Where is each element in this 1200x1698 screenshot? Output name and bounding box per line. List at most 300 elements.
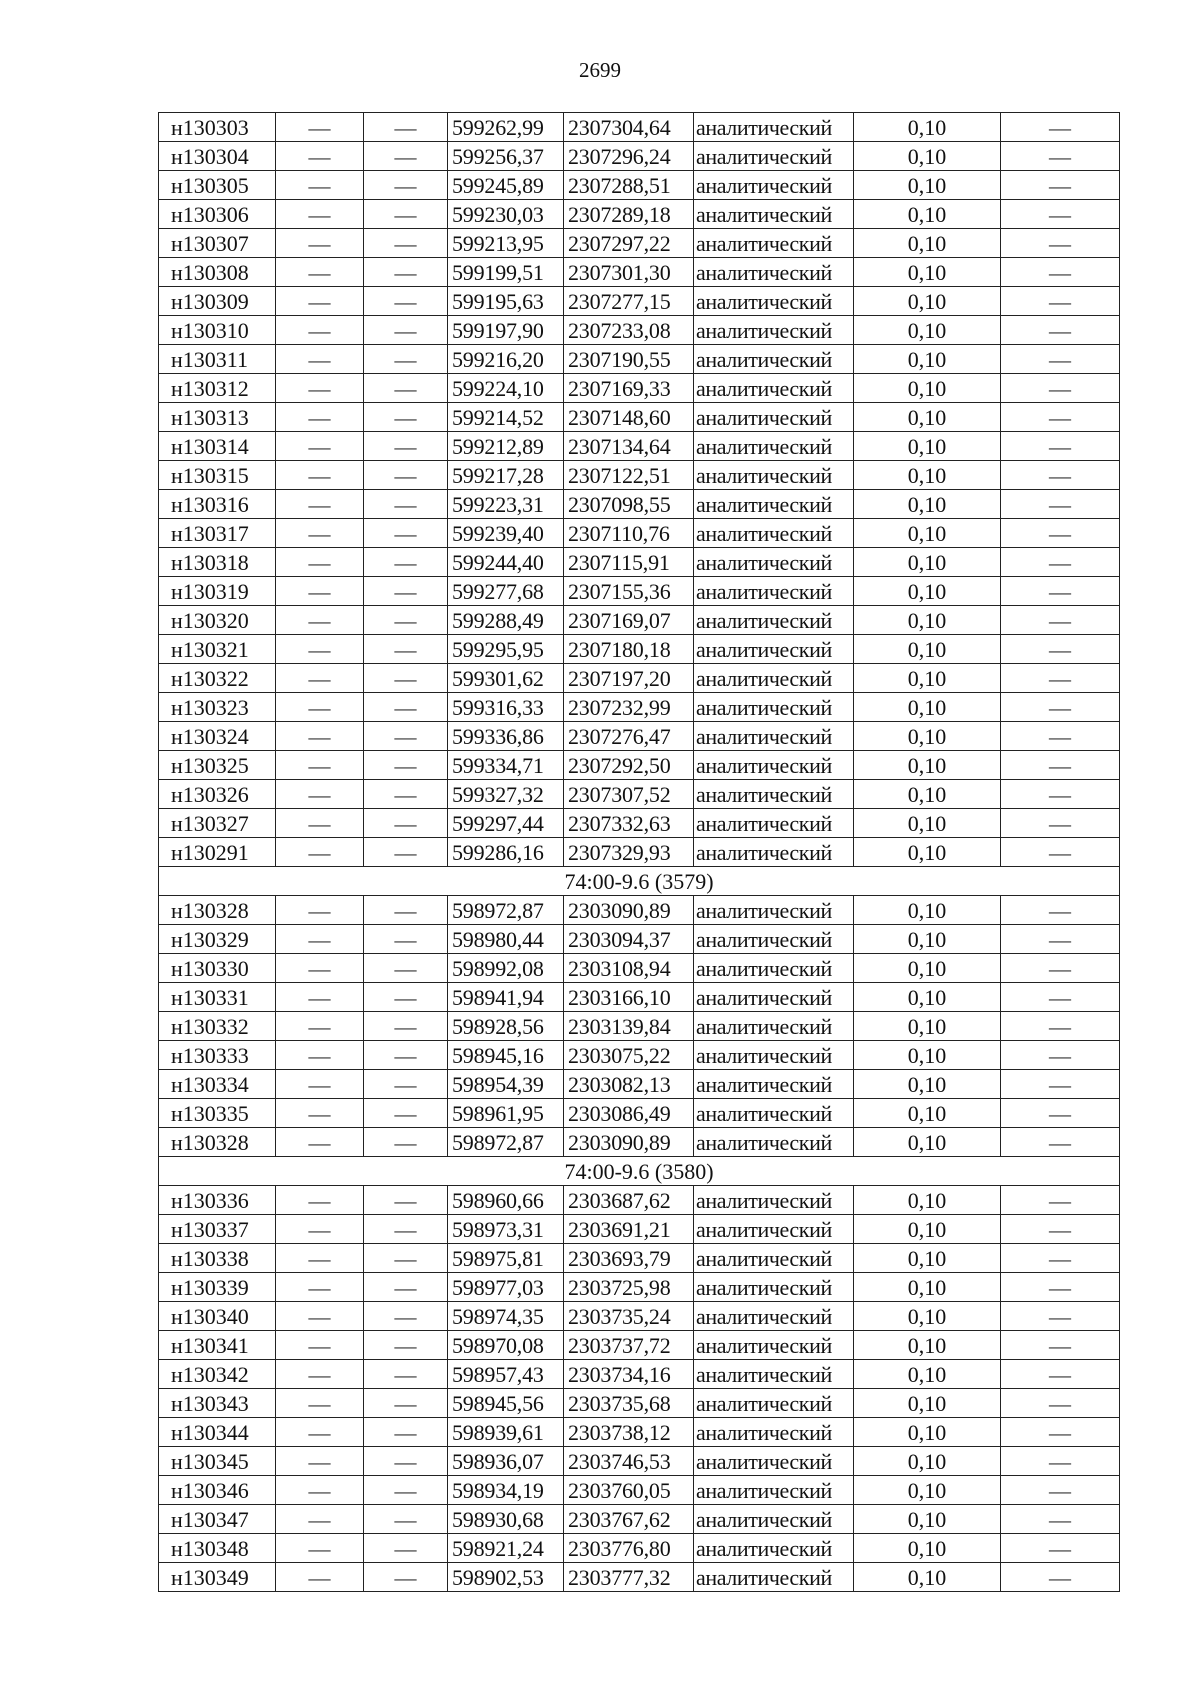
empty-cell: — <box>276 1360 364 1389</box>
method-cell: аналитический <box>694 1418 854 1447</box>
accuracy-cell: 0,10 <box>854 1012 1001 1041</box>
empty-cell: — <box>364 200 448 229</box>
table-row <box>159 345 1120 374</box>
empty-cell: — <box>364 229 448 258</box>
empty-cell: — <box>276 896 364 925</box>
empty-cell: — <box>276 229 364 258</box>
method-cell: аналитический <box>694 577 854 606</box>
method-cell: аналитический <box>694 1389 854 1418</box>
empty-cell: — <box>364 693 448 722</box>
empty-cell: — <box>1001 1244 1120 1273</box>
x-coordinate-cell: 599245,89 <box>448 171 564 200</box>
empty-cell: — <box>364 1041 448 1070</box>
empty-cell: — <box>276 316 364 345</box>
method-cell: аналитический <box>694 1331 854 1360</box>
accuracy-cell: 0,10 <box>854 1563 1001 1592</box>
empty-cell: — <box>276 1563 364 1592</box>
accuracy-cell: 0,10 <box>854 1418 1001 1447</box>
table-row <box>159 1563 1120 1592</box>
empty-cell: — <box>364 1273 448 1302</box>
x-coordinate-cell: 598945,16 <box>448 1041 564 1070</box>
x-coordinate-cell: 599327,32 <box>448 780 564 809</box>
x-coordinate-cell: 599216,20 <box>448 345 564 374</box>
point-name-cell: н130319 <box>159 577 276 606</box>
empty-cell: — <box>364 1302 448 1331</box>
method-cell: аналитический <box>694 258 854 287</box>
y-coordinate-cell: 2303735,68 <box>564 1389 694 1418</box>
x-coordinate-cell: 599295,95 <box>448 635 564 664</box>
empty-cell: — <box>276 1041 364 1070</box>
accuracy-cell: 0,10 <box>854 1476 1001 1505</box>
table-row <box>159 925 1120 954</box>
empty-cell: — <box>276 635 364 664</box>
table-row <box>159 1302 1120 1331</box>
y-coordinate-cell: 2307304,64 <box>564 113 694 142</box>
empty-cell: — <box>1001 113 1120 142</box>
empty-cell: — <box>364 983 448 1012</box>
empty-cell: — <box>276 113 364 142</box>
empty-cell: — <box>364 925 448 954</box>
accuracy-cell: 0,10 <box>854 664 1001 693</box>
method-cell: аналитический <box>694 403 854 432</box>
accuracy-cell: 0,10 <box>854 1534 1001 1563</box>
y-coordinate-cell: 2307301,30 <box>564 258 694 287</box>
empty-cell: — <box>364 1012 448 1041</box>
table-row <box>159 142 1120 171</box>
x-coordinate-cell: 599199,51 <box>448 258 564 287</box>
table-row <box>159 1215 1120 1244</box>
empty-cell: — <box>1001 983 1120 1012</box>
x-coordinate-cell: 599256,37 <box>448 142 564 171</box>
empty-cell: — <box>1001 1418 1120 1447</box>
table-row <box>159 229 1120 258</box>
point-name-cell: н130332 <box>159 1012 276 1041</box>
empty-cell: — <box>364 142 448 171</box>
empty-cell: — <box>1001 490 1120 519</box>
accuracy-cell: 0,10 <box>854 432 1001 461</box>
empty-cell: — <box>276 925 364 954</box>
method-cell: аналитический <box>694 1447 854 1476</box>
x-coordinate-cell: 599224,10 <box>448 374 564 403</box>
accuracy-cell: 0,10 <box>854 345 1001 374</box>
y-coordinate-cell: 2303166,10 <box>564 983 694 1012</box>
point-name-cell: н130333 <box>159 1041 276 1070</box>
y-coordinate-cell: 2307180,18 <box>564 635 694 664</box>
empty-cell: — <box>1001 200 1120 229</box>
empty-cell: — <box>276 1505 364 1534</box>
method-cell: аналитический <box>694 693 854 722</box>
point-name-cell: н130303 <box>159 113 276 142</box>
x-coordinate-cell: 598980,44 <box>448 925 564 954</box>
y-coordinate-cell: 2307276,47 <box>564 722 694 751</box>
y-coordinate-cell: 2303737,72 <box>564 1331 694 1360</box>
point-name-cell: н130347 <box>159 1505 276 1534</box>
accuracy-cell: 0,10 <box>854 1041 1001 1070</box>
x-coordinate-cell: 599334,71 <box>448 751 564 780</box>
table-body <box>159 113 1120 1592</box>
empty-cell: — <box>276 693 364 722</box>
table-row <box>159 693 1120 722</box>
empty-cell: — <box>1001 461 1120 490</box>
empty-cell: — <box>1001 1041 1120 1070</box>
accuracy-cell: 0,10 <box>854 983 1001 1012</box>
point-name-cell: н130312 <box>159 374 276 403</box>
empty-cell: — <box>364 345 448 374</box>
method-cell: аналитический <box>694 1505 854 1534</box>
accuracy-cell: 0,10 <box>854 287 1001 316</box>
empty-cell: — <box>364 954 448 983</box>
empty-cell: — <box>1001 1215 1120 1244</box>
empty-cell: — <box>276 287 364 316</box>
y-coordinate-cell: 2303767,62 <box>564 1505 694 1534</box>
accuracy-cell: 0,10 <box>854 1447 1001 1476</box>
x-coordinate-cell: 599336,86 <box>448 722 564 751</box>
y-coordinate-cell: 2303075,22 <box>564 1041 694 1070</box>
empty-cell: — <box>276 1476 364 1505</box>
point-name-cell: н130325 <box>159 751 276 780</box>
point-name-cell: н130340 <box>159 1302 276 1331</box>
x-coordinate-cell: 598972,87 <box>448 1128 564 1157</box>
table-row <box>159 751 1120 780</box>
empty-cell: — <box>364 1505 448 1534</box>
empty-cell: — <box>276 577 364 606</box>
table-row <box>159 635 1120 664</box>
empty-cell: — <box>1001 838 1120 867</box>
empty-cell: — <box>364 1244 448 1273</box>
empty-cell: — <box>364 722 448 751</box>
y-coordinate-cell: 2307233,08 <box>564 316 694 345</box>
empty-cell: — <box>276 1389 364 1418</box>
empty-cell: — <box>1001 1476 1120 1505</box>
empty-cell: — <box>1001 142 1120 171</box>
point-name-cell: н130344 <box>159 1418 276 1447</box>
method-cell: аналитический <box>694 287 854 316</box>
y-coordinate-cell: 2303776,80 <box>564 1534 694 1563</box>
point-name-cell: н130323 <box>159 693 276 722</box>
accuracy-cell: 0,10 <box>854 722 1001 751</box>
method-cell: аналитический <box>694 432 854 461</box>
x-coordinate-cell: 599301,62 <box>448 664 564 693</box>
table-row <box>159 1012 1120 1041</box>
method-cell: аналитический <box>694 142 854 171</box>
accuracy-cell: 0,10 <box>854 1360 1001 1389</box>
empty-cell: — <box>1001 229 1120 258</box>
table-row <box>159 954 1120 983</box>
table-row <box>159 1447 1120 1476</box>
empty-cell: — <box>1001 1070 1120 1099</box>
method-cell: аналитический <box>694 548 854 577</box>
empty-cell: — <box>276 722 364 751</box>
empty-cell: — <box>364 809 448 838</box>
empty-cell: — <box>276 954 364 983</box>
empty-cell: — <box>276 1099 364 1128</box>
y-coordinate-cell: 2307115,91 <box>564 548 694 577</box>
x-coordinate-cell: 598957,43 <box>448 1360 564 1389</box>
empty-cell: — <box>1001 1186 1120 1215</box>
table-row <box>159 548 1120 577</box>
empty-cell: — <box>1001 954 1120 983</box>
table-row <box>159 896 1120 925</box>
empty-cell: — <box>1001 287 1120 316</box>
method-cell: аналитический <box>694 1099 854 1128</box>
accuracy-cell: 0,10 <box>854 1070 1001 1099</box>
point-name-cell: н130291 <box>159 838 276 867</box>
y-coordinate-cell: 2303687,62 <box>564 1186 694 1215</box>
table-row <box>159 983 1120 1012</box>
accuracy-cell: 0,10 <box>854 1099 1001 1128</box>
y-coordinate-cell: 2303693,79 <box>564 1244 694 1273</box>
method-cell: аналитический <box>694 1012 854 1041</box>
method-cell: аналитический <box>694 780 854 809</box>
empty-cell: — <box>364 258 448 287</box>
empty-cell: — <box>1001 1128 1120 1157</box>
point-name-cell: н130338 <box>159 1244 276 1273</box>
empty-cell: — <box>364 490 448 519</box>
table-row <box>159 374 1120 403</box>
empty-cell: — <box>364 838 448 867</box>
x-coordinate-cell: 599262,99 <box>448 113 564 142</box>
y-coordinate-cell: 2307155,36 <box>564 577 694 606</box>
empty-cell: — <box>1001 1389 1120 1418</box>
empty-cell: — <box>276 519 364 548</box>
method-cell: аналитический <box>694 1041 854 1070</box>
table-row <box>159 780 1120 809</box>
empty-cell: — <box>1001 1302 1120 1331</box>
y-coordinate-cell: 2307122,51 <box>564 461 694 490</box>
empty-cell: — <box>276 1302 364 1331</box>
y-coordinate-cell: 2307296,24 <box>564 142 694 171</box>
point-name-cell: н130313 <box>159 403 276 432</box>
method-cell: аналитический <box>694 461 854 490</box>
empty-cell: — <box>364 432 448 461</box>
accuracy-cell: 0,10 <box>854 780 1001 809</box>
accuracy-cell: 0,10 <box>854 113 1001 142</box>
point-name-cell: н130327 <box>159 809 276 838</box>
point-name-cell: н130307 <box>159 229 276 258</box>
x-coordinate-cell: 598945,56 <box>448 1389 564 1418</box>
table-row <box>159 258 1120 287</box>
accuracy-cell: 0,10 <box>854 374 1001 403</box>
empty-cell: — <box>1001 1331 1120 1360</box>
table-row <box>159 316 1120 345</box>
table-row <box>159 1534 1120 1563</box>
section-title: 74:00-9.6 (3579) <box>159 867 1120 896</box>
empty-cell: — <box>1001 1012 1120 1041</box>
method-cell: аналитический <box>694 809 854 838</box>
empty-cell: — <box>1001 606 1120 635</box>
point-name-cell: н130329 <box>159 925 276 954</box>
accuracy-cell: 0,10 <box>854 954 1001 983</box>
table-row <box>159 722 1120 751</box>
point-name-cell: н130334 <box>159 1070 276 1099</box>
point-name-cell: н130339 <box>159 1273 276 1302</box>
accuracy-cell: 0,10 <box>854 1331 1001 1360</box>
section-row <box>159 867 1120 896</box>
table-row <box>159 577 1120 606</box>
empty-cell: — <box>1001 1273 1120 1302</box>
empty-cell: — <box>1001 345 1120 374</box>
method-cell: аналитический <box>694 664 854 693</box>
y-coordinate-cell: 2303090,89 <box>564 896 694 925</box>
accuracy-cell: 0,10 <box>854 577 1001 606</box>
x-coordinate-cell: 599316,33 <box>448 693 564 722</box>
table-row <box>159 490 1120 519</box>
point-name-cell: н130341 <box>159 1331 276 1360</box>
table-row <box>159 1244 1120 1273</box>
y-coordinate-cell: 2307148,60 <box>564 403 694 432</box>
y-coordinate-cell: 2303094,37 <box>564 925 694 954</box>
empty-cell: — <box>276 374 364 403</box>
accuracy-cell: 0,10 <box>854 229 1001 258</box>
method-cell: аналитический <box>694 1215 854 1244</box>
empty-cell: — <box>276 461 364 490</box>
accuracy-cell: 0,10 <box>854 1244 1001 1273</box>
empty-cell: — <box>364 1389 448 1418</box>
table-row <box>159 1331 1120 1360</box>
method-cell: аналитический <box>694 751 854 780</box>
y-coordinate-cell: 2303760,05 <box>564 1476 694 1505</box>
table-row <box>159 287 1120 316</box>
y-coordinate-cell: 2307169,33 <box>564 374 694 403</box>
x-coordinate-cell: 599288,49 <box>448 606 564 635</box>
accuracy-cell: 0,10 <box>854 171 1001 200</box>
accuracy-cell: 0,10 <box>854 606 1001 635</box>
y-coordinate-cell: 2303725,98 <box>564 1273 694 1302</box>
table-row <box>159 113 1120 142</box>
method-cell: аналитический <box>694 1070 854 1099</box>
method-cell: аналитический <box>694 1534 854 1563</box>
empty-cell: — <box>276 1012 364 1041</box>
point-name-cell: н130331 <box>159 983 276 1012</box>
empty-cell: — <box>1001 780 1120 809</box>
empty-cell: — <box>364 577 448 606</box>
method-cell: аналитический <box>694 1360 854 1389</box>
x-coordinate-cell: 598939,61 <box>448 1418 564 1447</box>
point-name-cell: н130314 <box>159 432 276 461</box>
y-coordinate-cell: 2307297,22 <box>564 229 694 258</box>
method-cell: аналитический <box>694 345 854 374</box>
x-coordinate-cell: 598970,08 <box>448 1331 564 1360</box>
accuracy-cell: 0,10 <box>854 1273 1001 1302</box>
empty-cell: — <box>364 780 448 809</box>
point-name-cell: н130320 <box>159 606 276 635</box>
method-cell: аналитический <box>694 316 854 345</box>
table-row <box>159 1186 1120 1215</box>
point-name-cell: н130309 <box>159 287 276 316</box>
accuracy-cell: 0,10 <box>854 1128 1001 1157</box>
method-cell: аналитический <box>694 983 854 1012</box>
method-cell: аналитический <box>694 1476 854 1505</box>
table-row <box>159 664 1120 693</box>
x-coordinate-cell: 598934,19 <box>448 1476 564 1505</box>
table-row <box>159 606 1120 635</box>
accuracy-cell: 0,10 <box>854 200 1001 229</box>
empty-cell: — <box>1001 1099 1120 1128</box>
empty-cell: — <box>276 606 364 635</box>
y-coordinate-cell: 2307110,76 <box>564 519 694 548</box>
point-name-cell: н130349 <box>159 1563 276 1592</box>
accuracy-cell: 0,10 <box>854 142 1001 171</box>
empty-cell: — <box>364 461 448 490</box>
empty-cell: — <box>364 1099 448 1128</box>
accuracy-cell: 0,10 <box>854 548 1001 577</box>
x-coordinate-cell: 598992,08 <box>448 954 564 983</box>
empty-cell: — <box>276 1244 364 1273</box>
y-coordinate-cell: 2303735,24 <box>564 1302 694 1331</box>
method-cell: аналитический <box>694 1186 854 1215</box>
point-name-cell: н130304 <box>159 142 276 171</box>
point-name-cell: н130318 <box>159 548 276 577</box>
y-coordinate-cell: 2307197,20 <box>564 664 694 693</box>
y-coordinate-cell: 2303082,13 <box>564 1070 694 1099</box>
empty-cell: — <box>1001 1534 1120 1563</box>
point-name-cell: н130346 <box>159 1476 276 1505</box>
page-number: 2699 <box>579 58 621 82</box>
accuracy-cell: 0,10 <box>854 925 1001 954</box>
method-cell: аналитический <box>694 1273 854 1302</box>
empty-cell: — <box>364 1563 448 1592</box>
empty-cell: — <box>1001 664 1120 693</box>
section-row <box>159 1157 1120 1186</box>
empty-cell: — <box>364 1534 448 1563</box>
table-row <box>159 1070 1120 1099</box>
y-coordinate-cell: 2307190,55 <box>564 345 694 374</box>
empty-cell: — <box>1001 548 1120 577</box>
section-title: 74:00-9.6 (3580) <box>159 1157 1120 1186</box>
point-name-cell: н130310 <box>159 316 276 345</box>
empty-cell: — <box>276 1215 364 1244</box>
accuracy-cell: 0,10 <box>854 1186 1001 1215</box>
accuracy-cell: 0,10 <box>854 316 1001 345</box>
x-coordinate-cell: 598977,03 <box>448 1273 564 1302</box>
empty-cell: — <box>1001 432 1120 461</box>
accuracy-cell: 0,10 <box>854 1389 1001 1418</box>
accuracy-cell: 0,10 <box>854 1302 1001 1331</box>
y-coordinate-cell: 2307288,51 <box>564 171 694 200</box>
empty-cell: — <box>364 606 448 635</box>
empty-cell: — <box>364 1331 448 1360</box>
method-cell: аналитический <box>694 838 854 867</box>
method-cell: аналитический <box>694 519 854 548</box>
empty-cell: — <box>276 1070 364 1099</box>
method-cell: аналитический <box>694 113 854 142</box>
empty-cell: — <box>276 490 364 519</box>
method-cell: аналитический <box>694 490 854 519</box>
method-cell: аналитический <box>694 1302 854 1331</box>
x-coordinate-cell: 599239,40 <box>448 519 564 548</box>
point-name-cell: н130311 <box>159 345 276 374</box>
accuracy-cell: 0,10 <box>854 490 1001 519</box>
empty-cell: — <box>364 1447 448 1476</box>
empty-cell: — <box>1001 896 1120 925</box>
y-coordinate-cell: 2307169,07 <box>564 606 694 635</box>
table-row <box>159 461 1120 490</box>
y-coordinate-cell: 2303086,49 <box>564 1099 694 1128</box>
x-coordinate-cell: 598941,94 <box>448 983 564 1012</box>
method-cell: аналитический <box>694 722 854 751</box>
empty-cell: — <box>364 1215 448 1244</box>
x-coordinate-cell: 599214,52 <box>448 403 564 432</box>
table-row <box>159 1389 1120 1418</box>
empty-cell: — <box>276 1418 364 1447</box>
table-row <box>159 1418 1120 1447</box>
coordinates-table <box>158 112 1120 1592</box>
empty-cell: — <box>276 171 364 200</box>
x-coordinate-cell: 599212,89 <box>448 432 564 461</box>
x-coordinate-cell: 599286,16 <box>448 838 564 867</box>
y-coordinate-cell: 2307134,64 <box>564 432 694 461</box>
table-row <box>159 1476 1120 1505</box>
